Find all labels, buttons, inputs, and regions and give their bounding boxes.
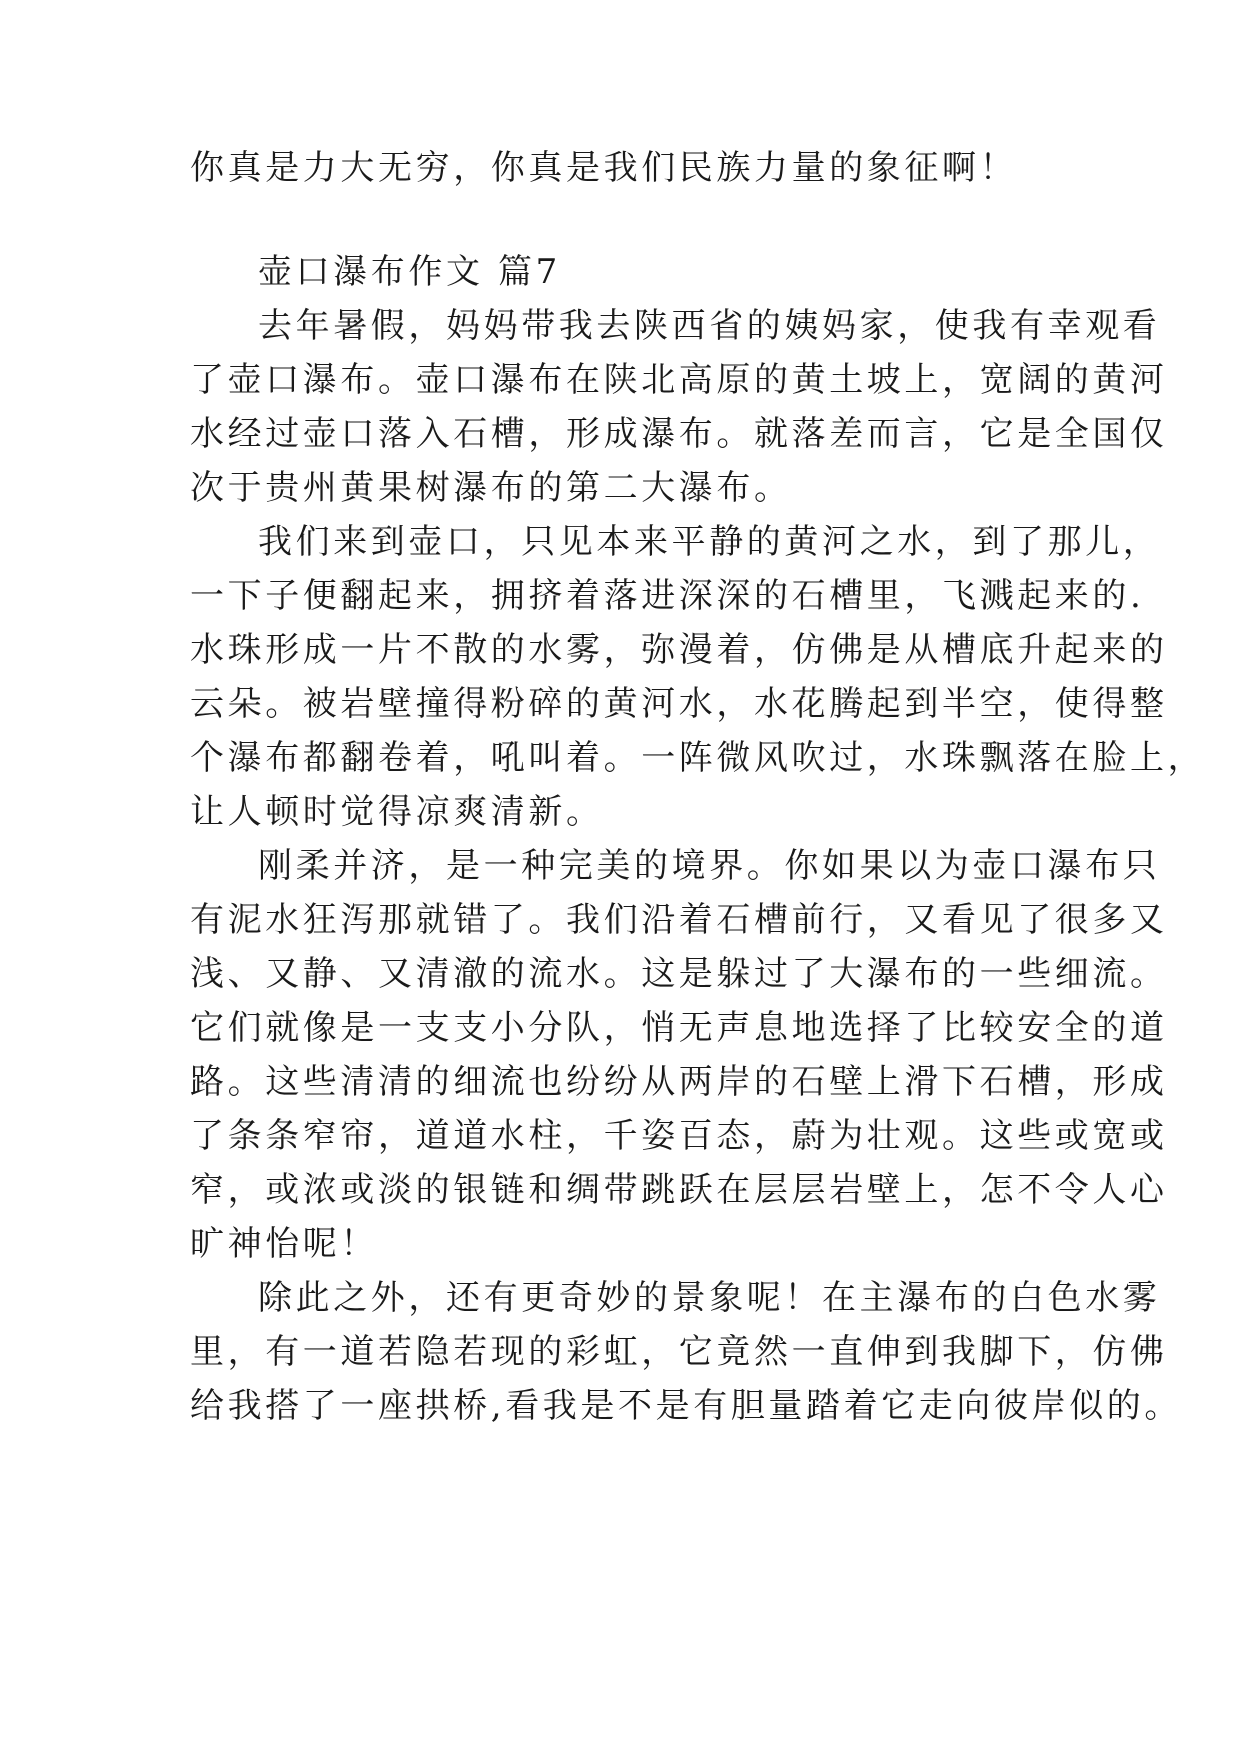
text-line: 除此之外，还有更奇妙的景象呢！在主瀑布的白色水雾 — [258, 1278, 1161, 1318]
text-line: 次于贵州黄果树瀑布的第二大瀑布。 — [190, 468, 792, 508]
text-line: 旷神怡呢！ — [190, 1224, 378, 1264]
text-line: 刚柔并济，是一种完美的境界。你如果以为壶口瀑布只 — [258, 846, 1161, 886]
text-line: 了壶口瀑布。壶口瀑布在陕北高原的黄土坡上，宽阔的黄河 — [190, 360, 1168, 400]
text-line: 路。这些清清的细流也纷纷从两岸的石壁上滑下石槽，形成 — [190, 1062, 1168, 1102]
text-line: 我们来到壶口，只见本来平静的黄河之水，到了那儿， — [258, 522, 1161, 562]
text-line: 去年暑假，妈妈带我去陕西省的姨妈家，使我有幸观看 — [258, 306, 1161, 346]
text-line: 你真是力大无穷，你真是我们民族力量的象征啊！ — [190, 148, 1018, 188]
text-line: 里，有一道若隐若现的彩虹，它竟然一直伸到我脚下，仿佛 — [190, 1332, 1168, 1372]
section-heading: 壶口瀑布作文 篇7 — [258, 252, 561, 292]
text-line: 有泥水狂泻那就错了。我们沿着石槽前行，又看见了很多又 — [190, 900, 1168, 940]
text-line: 个瀑布都翻卷着，吼叫着。一阵微风吹过，水珠飘落在脸上， — [190, 738, 1206, 778]
text-line: 水珠形成一片不散的水雾，弥漫着，仿佛是从槽底升起来的 — [190, 630, 1168, 670]
text-line: 云朵。被岩壁撞得粉碎的黄河水，水花腾起到半空，使得整 — [190, 684, 1168, 724]
text-line: 让人顿时觉得凉爽清新。 — [190, 792, 604, 832]
text-line: 水经过壶口落入石槽，形成瀑布。就落差而言，它是全国仅 — [190, 414, 1168, 454]
text-line: 一下子便翻起来，拥挤着落进深深的石槽里，飞溅起来的. — [190, 576, 1145, 616]
text-line: 了条条窄帘，道道水柱，千姿百态，蔚为壮观。这些或宽或 — [190, 1116, 1168, 1156]
text-line: 给我搭了一座拱桥,看我是不是有胆量踏着它走向彼岸似的。 — [190, 1386, 1183, 1426]
text-line: 窄，或浓或淡的银链和绸带跳跃在层层岩壁上，怎不令人心 — [190, 1170, 1168, 1210]
text-line: 浅、又静、又清澈的流水。这是躲过了大瀑布的一些细流。 — [190, 954, 1168, 994]
text-line: 它们就像是一支支小分队，悄无声息地选择了比较安全的道 — [190, 1008, 1168, 1048]
